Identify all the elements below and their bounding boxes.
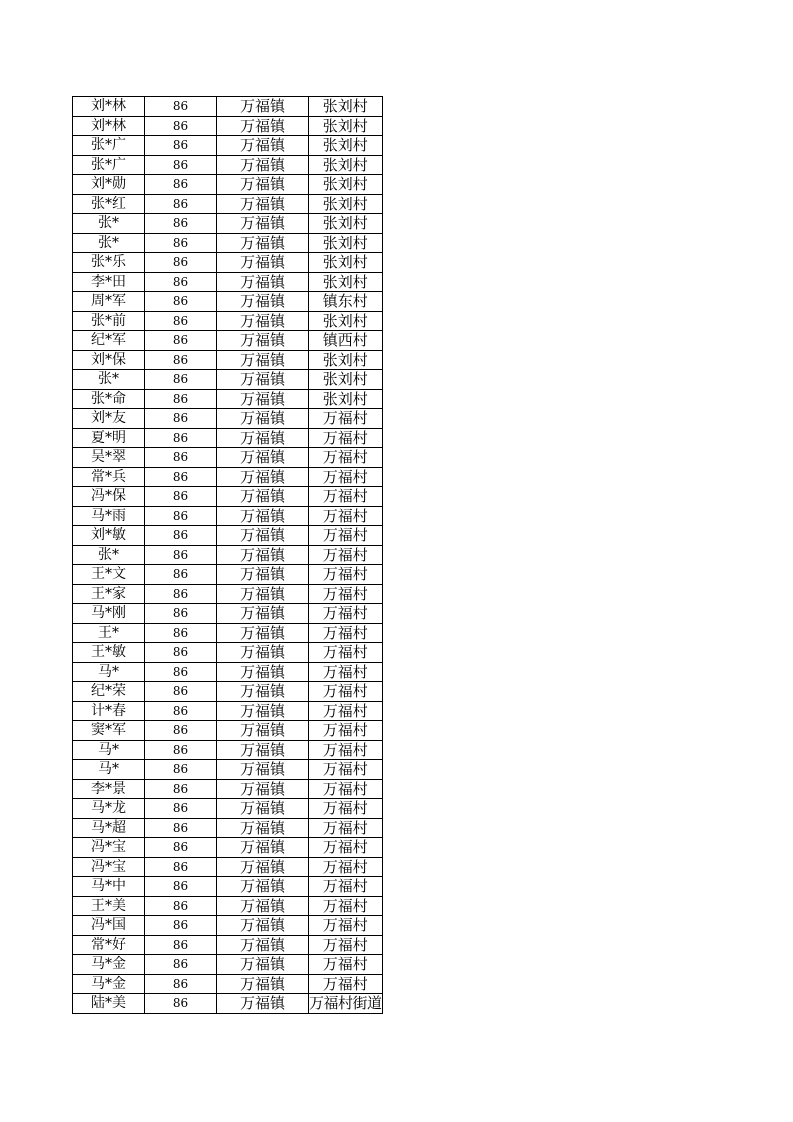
town-cell: 万福镇: [217, 604, 309, 624]
village-cell: 万福村: [309, 662, 383, 682]
town-cell: 万福镇: [217, 389, 309, 409]
table-row: [73, 916, 383, 936]
number-cell: 86: [145, 136, 217, 156]
village-cell: 万福村街道: [309, 994, 382, 1013]
table-row: [73, 487, 383, 507]
number-cell: 86: [145, 545, 217, 565]
number-cell: 86: [145, 701, 217, 721]
town-cell: 万福镇: [217, 896, 309, 916]
town-cell: 万福镇: [217, 584, 309, 604]
name-cell: 李*田: [73, 272, 145, 292]
town-cell: 万福镇: [217, 779, 309, 799]
number-cell: 86: [145, 506, 217, 526]
village-cell: 万福村: [309, 643, 383, 663]
name-cell: 陆*美: [73, 994, 145, 1014]
name-cell: 马*龙: [73, 799, 145, 819]
village-cell: 镇东村: [309, 292, 383, 312]
village-cell: 张刘村: [309, 136, 383, 156]
name-cell: 王*家: [73, 584, 145, 604]
town-cell: 万福镇: [217, 97, 309, 117]
table-row: [73, 116, 383, 136]
village-cell: 万福村: [309, 935, 383, 955]
village-cell: 万福村: [309, 526, 383, 546]
name-cell: 冯*宝: [73, 857, 145, 877]
village-cell: 万福村: [309, 428, 383, 448]
town-cell: 万福镇: [217, 682, 309, 702]
name-cell: 马*超: [73, 818, 145, 838]
table-row: [73, 857, 383, 877]
town-cell: 万福镇: [217, 253, 309, 273]
village-cell: 万福村: [309, 896, 383, 916]
town-cell: 万福镇: [217, 545, 309, 565]
table-row: [73, 643, 383, 663]
table-row: [73, 409, 383, 429]
name-cell: 马*: [73, 740, 145, 760]
number-cell: 86: [145, 409, 217, 429]
table-row: [73, 97, 383, 117]
village-cell: 张刘村: [309, 370, 383, 390]
name-cell: 夏*明: [73, 428, 145, 448]
town-cell: 万福镇: [217, 760, 309, 780]
number-cell: 86: [145, 721, 217, 741]
village-cell: 万福村: [309, 799, 383, 819]
number-cell: 86: [145, 760, 217, 780]
table-row: [73, 721, 383, 741]
number-cell: 86: [145, 584, 217, 604]
number-cell: 86: [145, 487, 217, 507]
number-cell: 86: [145, 916, 217, 936]
town-cell: 万福镇: [217, 526, 309, 546]
number-cell: 86: [145, 448, 217, 468]
village-cell: 万福村: [309, 682, 383, 702]
number-cell: 86: [145, 935, 217, 955]
name-cell: 张*: [73, 545, 145, 565]
data-table: [72, 96, 383, 1014]
town-cell: 万福镇: [217, 643, 309, 663]
number-cell: 86: [145, 799, 217, 819]
name-cell: 刘*敏: [73, 526, 145, 546]
village-cell: 万福村: [309, 779, 383, 799]
town-cell: 万福镇: [217, 233, 309, 253]
village-cell: 万福村: [309, 623, 383, 643]
number-cell: 86: [145, 253, 217, 273]
name-cell: 马*刚: [73, 604, 145, 624]
village-cell: 万福村: [309, 818, 383, 838]
town-cell: 万福镇: [217, 272, 309, 292]
town-cell: 万福镇: [217, 916, 309, 936]
number-cell: 86: [145, 565, 217, 585]
number-cell: 86: [145, 233, 217, 253]
village-cell: 万福村: [309, 838, 383, 858]
village-cell: 张刘村: [309, 233, 383, 253]
name-cell: 马*: [73, 760, 145, 780]
village-cell: 万福村: [309, 448, 383, 468]
number-cell: 86: [145, 740, 217, 760]
table-row: [73, 682, 383, 702]
number-cell: 86: [145, 877, 217, 897]
town-cell: 万福镇: [217, 136, 309, 156]
table-row: [73, 584, 383, 604]
town-cell: 万福镇: [217, 467, 309, 487]
table-row: [73, 701, 383, 721]
town-cell: 万福镇: [217, 155, 309, 175]
name-cell: 王*敏: [73, 643, 145, 663]
name-cell: 马*雨: [73, 506, 145, 526]
table-row: [73, 877, 383, 897]
village-cell: 张刘村: [309, 155, 383, 175]
table-row: [73, 389, 383, 409]
village-cell: 万福村: [309, 467, 383, 487]
number-cell: 86: [145, 97, 217, 117]
name-cell: 刘*林: [73, 116, 145, 136]
table-row: [73, 604, 383, 624]
village-cell: 万福村: [309, 545, 383, 565]
village-cell: 万福村: [309, 916, 383, 936]
name-cell: 王*美: [73, 896, 145, 916]
number-cell: 86: [145, 389, 217, 409]
number-cell: 86: [145, 331, 217, 351]
table-row: [73, 896, 383, 916]
number-cell: 86: [145, 272, 217, 292]
town-cell: 万福镇: [217, 448, 309, 468]
table-row: [73, 214, 383, 234]
village-cell: 万福村: [309, 604, 383, 624]
town-cell: 万福镇: [217, 740, 309, 760]
number-cell: 86: [145, 292, 217, 312]
table-row: [73, 448, 383, 468]
name-cell: 张*乐: [73, 253, 145, 273]
village-cell: 张刘村: [309, 97, 383, 117]
village-cell: 张刘村: [309, 350, 383, 370]
number-cell: 86: [145, 779, 217, 799]
name-cell: 纪*荣: [73, 682, 145, 702]
town-cell: 万福镇: [217, 974, 309, 994]
village-cell: 张刘村: [309, 116, 383, 136]
name-cell: 刘*保: [73, 350, 145, 370]
town-cell: 万福镇: [217, 838, 309, 858]
table-row: [73, 799, 383, 819]
name-cell: 刘*林: [73, 97, 145, 117]
name-cell: 刘*勋: [73, 175, 145, 195]
number-cell: 86: [145, 682, 217, 702]
number-cell: 86: [145, 818, 217, 838]
name-cell: 常*兵: [73, 467, 145, 487]
name-cell: 王*: [73, 623, 145, 643]
village-cell: 万福村: [309, 506, 383, 526]
town-cell: 万福镇: [217, 701, 309, 721]
name-cell: 张*: [73, 233, 145, 253]
number-cell: 86: [145, 604, 217, 624]
town-cell: 万福镇: [217, 487, 309, 507]
name-cell: 窦*军: [73, 721, 145, 741]
number-cell: 86: [145, 155, 217, 175]
town-cell: 万福镇: [217, 292, 309, 312]
town-cell: 万福镇: [217, 662, 309, 682]
village-cell: 张刘村: [309, 175, 383, 195]
village-cell: 万福村: [309, 877, 383, 897]
table-row: [73, 623, 383, 643]
number-cell: 86: [145, 350, 217, 370]
table-row: [73, 779, 383, 799]
name-cell: 冯*保: [73, 487, 145, 507]
town-cell: 万福镇: [217, 799, 309, 819]
town-cell: 万福镇: [217, 350, 309, 370]
village-cell: 万福村: [309, 584, 383, 604]
name-cell: 冯*宝: [73, 838, 145, 858]
name-cell: 冯*国: [73, 916, 145, 936]
table-row: [73, 253, 383, 273]
village-cell: 万福村: [309, 487, 383, 507]
number-cell: 86: [145, 214, 217, 234]
village-cell: 万福村: [309, 701, 383, 721]
village-cell: 镇西村: [309, 331, 383, 351]
name-cell: 李*景: [73, 779, 145, 799]
number-cell: 86: [145, 838, 217, 858]
name-cell: 吴*翠: [73, 448, 145, 468]
town-cell: 万福镇: [217, 877, 309, 897]
table-row: [73, 838, 383, 858]
village-cell: 张刘村: [309, 389, 383, 409]
name-cell: 王*文: [73, 565, 145, 585]
table-row: [73, 545, 383, 565]
village-cell: 张刘村: [309, 311, 383, 331]
name-cell: 马*金: [73, 974, 145, 994]
table-row: [73, 272, 383, 292]
town-cell: 万福镇: [217, 721, 309, 741]
village-cell: 万福村: [309, 974, 383, 994]
table-row: [73, 760, 383, 780]
town-cell: 万福镇: [217, 311, 309, 331]
table-row: [73, 370, 383, 390]
table-row: [73, 175, 383, 195]
number-cell: 86: [145, 643, 217, 663]
table-row: [73, 740, 383, 760]
town-cell: 万福镇: [217, 994, 309, 1014]
table-row: [73, 311, 383, 331]
village-cell: 万福村: [309, 565, 383, 585]
table-row: [73, 506, 383, 526]
table-row: [73, 350, 383, 370]
table-row: [73, 994, 383, 1014]
village-cell: 张刘村: [309, 272, 383, 292]
number-cell: 86: [145, 194, 217, 214]
town-cell: 万福镇: [217, 428, 309, 448]
town-cell: 万福镇: [217, 331, 309, 351]
table-body: [73, 97, 383, 1014]
name-cell: 计*春: [73, 701, 145, 721]
village-cell: 万福村: [309, 740, 383, 760]
table-row: [73, 155, 383, 175]
number-cell: 86: [145, 896, 217, 916]
number-cell: 86: [145, 994, 217, 1014]
town-cell: 万福镇: [217, 370, 309, 390]
number-cell: 86: [145, 955, 217, 975]
number-cell: 86: [145, 623, 217, 643]
number-cell: 86: [145, 974, 217, 994]
name-cell: 张*前: [73, 311, 145, 331]
town-cell: 万福镇: [217, 818, 309, 838]
table-row: [73, 818, 383, 838]
village-cell: 万福村: [309, 760, 383, 780]
name-cell: 张*命: [73, 389, 145, 409]
town-cell: 万福镇: [217, 935, 309, 955]
number-cell: 86: [145, 526, 217, 546]
town-cell: 万福镇: [217, 506, 309, 526]
town-cell: 万福镇: [217, 623, 309, 643]
name-cell: 张*广: [73, 136, 145, 156]
table-row: [73, 526, 383, 546]
name-cell: 纪*军: [73, 331, 145, 351]
table-row: [73, 662, 383, 682]
number-cell: 86: [145, 857, 217, 877]
village-cell: 张刘村: [309, 253, 383, 273]
table-row: [73, 136, 383, 156]
table-row: [73, 292, 383, 312]
town-cell: 万福镇: [217, 955, 309, 975]
number-cell: 86: [145, 175, 217, 195]
town-cell: 万福镇: [217, 565, 309, 585]
table-row: [73, 974, 383, 994]
table-row: [73, 565, 383, 585]
table-row: [73, 233, 383, 253]
name-cell: 张*: [73, 214, 145, 234]
town-cell: 万福镇: [217, 175, 309, 195]
village-cell: 张刘村: [309, 214, 383, 234]
table-row: [73, 331, 383, 351]
table-row: [73, 194, 383, 214]
table-row: [73, 428, 383, 448]
name-cell: 张*红: [73, 194, 145, 214]
town-cell: 万福镇: [217, 857, 309, 877]
name-cell: 张*广: [73, 155, 145, 175]
number-cell: 86: [145, 116, 217, 136]
town-cell: 万福镇: [217, 409, 309, 429]
village-cell: 张刘村: [309, 194, 383, 214]
number-cell: 86: [145, 370, 217, 390]
table-row: [73, 955, 383, 975]
name-cell: 马*金: [73, 955, 145, 975]
table-row: [73, 935, 383, 955]
village-cell: 万福村: [309, 955, 383, 975]
name-cell: 马*: [73, 662, 145, 682]
number-cell: 86: [145, 428, 217, 448]
number-cell: 86: [145, 467, 217, 487]
name-cell: 周*军: [73, 292, 145, 312]
name-cell: 刘*友: [73, 409, 145, 429]
village-cell: 万福村: [309, 409, 383, 429]
village-cell: 万福村: [309, 721, 383, 741]
town-cell: 万福镇: [217, 194, 309, 214]
name-cell: 常*好: [73, 935, 145, 955]
town-cell: 万福镇: [217, 214, 309, 234]
number-cell: 86: [145, 662, 217, 682]
name-cell: 张*: [73, 370, 145, 390]
number-cell: 86: [145, 311, 217, 331]
name-cell: 马*中: [73, 877, 145, 897]
table-row: [73, 467, 383, 487]
town-cell: 万福镇: [217, 116, 309, 136]
village-cell: 万福村: [309, 857, 383, 877]
